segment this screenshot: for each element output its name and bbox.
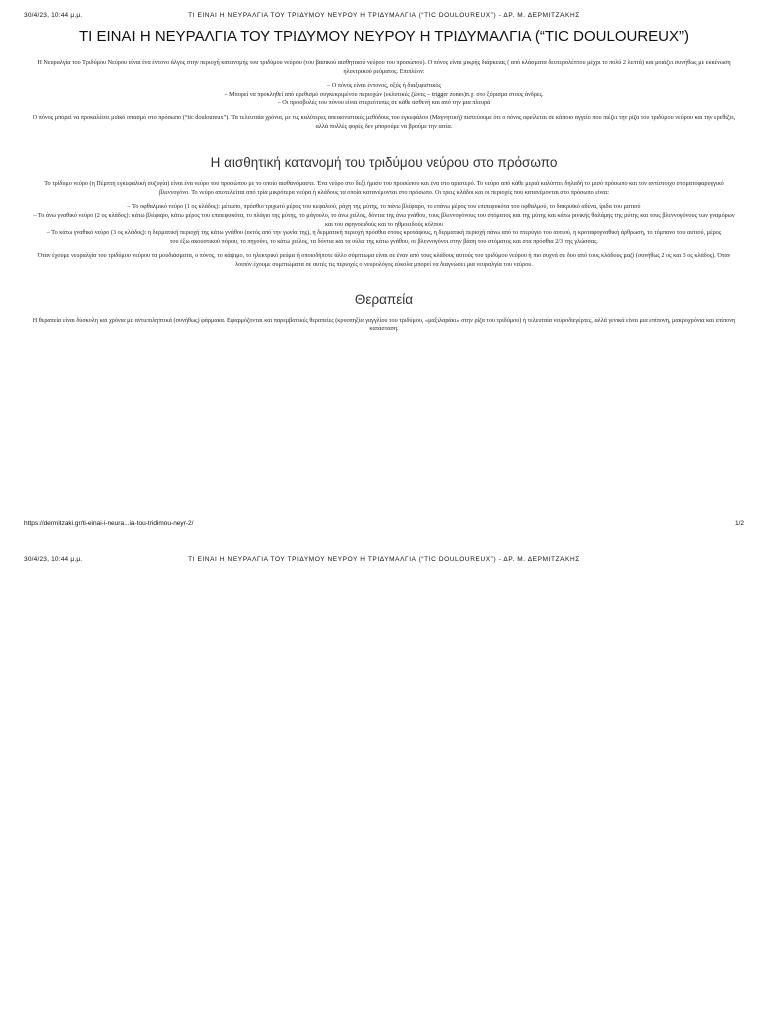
list-item: – Το κάτω γναθικό νεύρο (3 ος κλάδος): η δερματική περιοχή της κάτω γνάθου (εκτός από την γωνία της), η δερματική περιοχή πρόσθια στους κροτάφους, η δερματική περιοχή πάνω από το πτερύγιο του αυτιού, η κροταφογναθική άρθρωση, το τύμπανο του αυτιού, μέρος (46, 229, 722, 237)
article-title: ΤΙ ΕΙΝΑΙ Η ΝΕΥΡΑΛΓΙΑ ΤΟΥ ΤΡΙΔΥΜΟΥ ΝΕΥΡΟΥ Η ΤΡΙΔΥΜΑΛΓΙΑ (“TIC DOULOUREUX”) (79, 28, 689, 45)
page2-header (24, 556, 744, 568)
print-header-date: 30/4/23, 10:44 μ.μ. (24, 12, 83, 19)
intro-paragraph: Η Νευραλγία του Τριδύμου Νεύρου είναι ένα έντονο άλγος στην περιοχή κατανομής του τριδύμου νεύρου (του βασικού αισθητικού νεύρου του προσώπου). Ο πόνος είναι μικρής διάρκειας ( από κλάσματα δευτερολέπτου μέχρι το πολύ 2 λεπτά) και μοιάζει συνήθως με εκκένωση ηλεκτρικού ρεύματος. Επιπλέον: (37, 59, 731, 75)
list-item: – Ο πόνος είναι έντονος, οξύς ή διαξιφιστικός (327, 82, 441, 90)
branch-list (30, 203, 738, 246)
print-header-date: 30/4/23, 10:44 μ.μ. (24, 556, 83, 563)
list-item: του έξω ακουστικού πόρου, το πηγούνι, το κάτω χείλος, τα δόντια και τα ούλα της κάτω γνάθου, οι βλεννογόνοι στην βάση του στόματος και στα πρόσθια 2/3 της γλώσσας. (169, 237, 599, 245)
list-item: – Οι προσβολές του πόνου είναι στερεότυπες σε κάθε ασθενή και από την μια πλευρά (277, 99, 491, 107)
print-header-title: ΤΙ ΕΙΝΑΙ Η ΝΕΥΡΑΛΓΙΑ ΤΟΥ ΤΡΙΔΥΜΟΥ ΝΕΥΡΟΥ Η ΤΡΙΔΥΜΑΛΓΙΑ (“TIC DOULOUREUX”) - ΔΡ. Μ. ΔΕΡΜΙΤΖΑΚΗΣ (188, 556, 580, 563)
symptom-list (30, 82, 738, 108)
list-item: – Το οφθαλμικό νεύρο (1 ος κλάδος): μέτωπο, πρόσθιο τριχωτό μέρος του κεφαλιού, ράχη της μύτης, το πάνω βλέφαρο, το επάνω μέρος του επιπεφυκότα του οφθαλμού, το δακρυϊκό αδένα, ίριδα του ματιού (127, 203, 641, 211)
print-header-title: ΤΙ ΕΙΝΑΙ Η ΝΕΥΡΑΛΓΙΑ ΤΟΥ ΤΡΙΔΥΜΟΥ ΝΕΥΡΟΥ Η ΤΡΙΔΥΜΑΛΓΙΑ (“TIC DOULOUREUX”) - ΔΡ. Μ. ΔΕΡΜΙΤΖΑΚΗΣ (188, 12, 580, 19)
list-item: – Μπορεί να προκληθεί από ερεθισμό συγκεκριμένου περιοχών (εκλυτικές ζώνες – trigger zones)π.χ. στο ξύρισμα στους άνδρες. (224, 90, 544, 98)
article-body (30, 28, 738, 340)
cause-paragraph: Ο πόνος μπορεί να προκαλέσει μυϊκό σπασμό στο πρόσωπο (“tic douloureux”). Τα τελευταία χρόνια, με τις καλύτερες απεικονιστικές μεθόδους του εγκεφάλου (Μαγνητική) πιστεύουμε ότι ο πόνος οφείλεται σε κάποιο αγγείο που πιέζει την ρίζα του τριδύμου νεύρου και την ερεθίζει, αλλά πολλές φορές δεν μπορούμε να βρούμε την αιτία. (32, 113, 736, 130)
section-heading-anatomy: Η αισθητική κατανομή του τριδύμου νεύρου στο πρόσωπο (210, 155, 558, 171)
print-page-number: 1/2 (734, 520, 744, 527)
section-heading-treatment: Θεραπεία (354, 291, 414, 307)
list-item: – Το άνω γναθικό νεύρο (2 ος κλάδος): κάτω βλέφαρο, κάτω μέρος του επιπεφυκότα, το πλάγιο της μύτης, το μάγουλο, το άνω χείλος, δόντια της άνω γνάθου, τους βλεννογόνους του στόματος και της μύτης και κάτω ρινικής θαλάμης της μύτης και τους βλεννογόνους των γναμόρων και του σφηνοειδούς και το ηθμοειδούς κόλπου (33, 211, 735, 228)
page1-footer (24, 520, 744, 532)
page1-header (24, 12, 744, 24)
anatomy-paragraph: Το τρίδυμο νεύρο (η Πέμπτη εγκεφαλική συζυγία) είναι ένα νεύρο του προσώπου με το οποίο αισθανόμαστε. Ένα νεύρο στο δεξί ήμισυ του προσώπου και ένα στο αριστερό. Το νεύρο από κάθε μεριά καλύπτει δηλαδή το μισό πρόσωπο και τον αντίστοιχο στοματοφαρυγγικό βλεννογόνο. Το νεύρο αποτελείται από τρία μικρότερα νεύρα ή κλάδους τα οποία κατανέμονται στο πρόσωπο. Οι τρεις κλάδοι και οι περιοχές που κατανέμονται στο πρόσωπο είναι: (44, 180, 724, 196)
diagnosis-paragraph: Όταν έχουμε νευραλγία του τριδύμου νεύρου τα μουδιάσματα, ο πόνος, το κάψιμο, το ηλεκτρικό ρεύμα ή οποιοδήποτε άλλο σύμπτωμα είναι σε έναν από τους κλάδους αυτούς του τριδύμου νεύρου ή πιο συχνά σε δυο από τους κλάδους μαζί (συνήθως 2 ος και 3 ος κλάδος). Όταν λοιπόν έχουμε συμπτώματα σε αυτές τις περιοχές ο νευρολόγος εύκολα μπορεί να διαγνώσει μια νευραλγία του νεύρου. (37, 252, 731, 268)
print-footer-url[interactable]: https://dermitzaki.gr/ti-einai-i-neura...ia-tou-tridimou-neyr-2/ (24, 520, 194, 527)
treatment-paragraph: Η θεραπεία είναι δύσκολη και χρόνια με αντιεπιληπτικά (συνήθως) φάρμακα. Εφαρμόζονται και παρεμβατικές θεραπείες (κρυοπηξία γαγγλίου του τριδύμου, «μαξιλαράκι» στην ρίζα του τριδύμου) ή τελευταία νευροδιεγέρτες, αλλά γενικά είναι μια επίπονη, μακροχρόνια και επίπονη κατάσταση. (32, 316, 736, 333)
